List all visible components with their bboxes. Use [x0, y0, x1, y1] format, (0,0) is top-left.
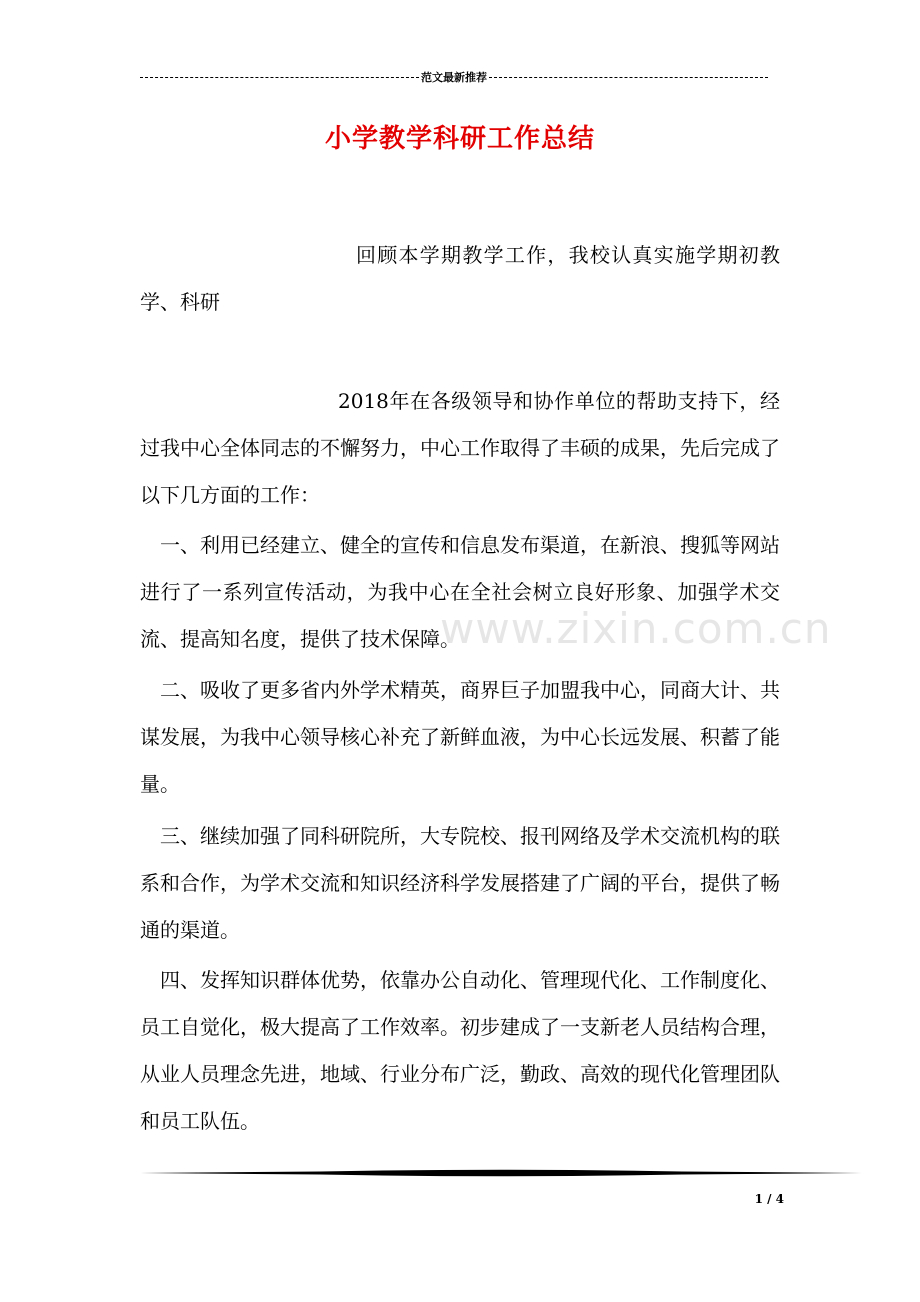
- paragraph-item-3: 三、继续加强了同科研院所，大专院校、报刊网络及学术交流机构的联系和合作，为学术交流和知识经济科学发展搭建了广阔的平台，提供了畅通的渠道。: [140, 824, 780, 942]
- paragraph-item-2: 二、吸收了更多省内外学术精英，商界巨子加盟我中心，同商大计、共谋发展，为我中心领导核心补充了新鲜血液，为中心长远发展、积蓄了能量。: [140, 678, 780, 796]
- header-dash-left: [140, 77, 419, 78]
- paragraph-item-1: 一、利用已经建立、健全的宣传和信息发布渠道，在新浪、搜狐等网站进行了一系列宣传活动，为我中心在全社会树立良好形象、加强学术交流、提高知名度，提供了技术保障。: [140, 533, 780, 651]
- paragraph-intro: 回顾本学期教学工作，我校认真实施学期初教学、科研: [140, 243, 780, 314]
- paragraph-item-4: 四、发挥知识群体优势，依靠办公自动化、管理现代化、工作制度化、员工自觉化，极大提高了工作效率。初步建成了一支新老人员结构合理，从业人员理念先进，地域、行业分布广泛，勤政、高效的现代化管理团队和员工队伍。: [140, 968, 780, 1133]
- document-title: 小学教学科研工作总结: [324, 124, 595, 154]
- paragraph-summary: 2018年在各级领导和协作单位的帮助支持下，经过我中心全体同志的不懈努力，中心工作取得了丰硕的成果，先后完成了以下几方面的工作：: [140, 389, 780, 507]
- page-header: [140, 68, 768, 86]
- header-label: 范文最新推荐: [421, 71, 487, 84]
- footer-rule: [140, 1168, 862, 1178]
- page-number: 1 / 4: [754, 1192, 784, 1206]
- header-dash-right: [489, 77, 768, 78]
- watermark: www.zixin.com.cn: [440, 604, 832, 653]
